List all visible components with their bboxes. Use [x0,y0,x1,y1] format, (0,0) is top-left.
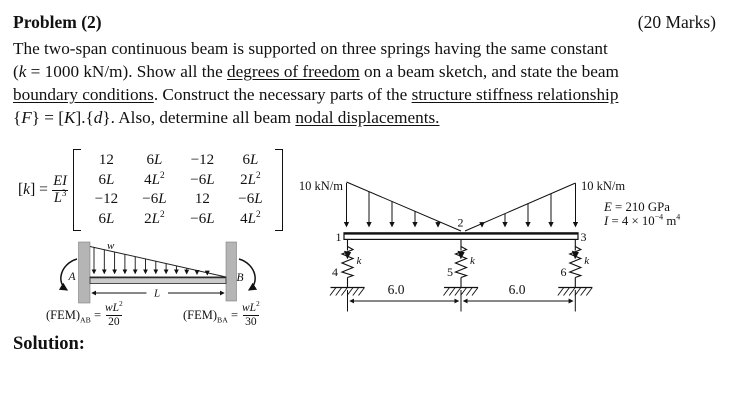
end-a-label: A [68,271,76,283]
matrix-cell: 6L [242,151,259,168]
right-load-value: 10 kN/m [581,179,626,193]
intro-line-4: {F} = [K].{d}. Also, determine all beam nodal displacements. [13,108,440,127]
node-5-label: 5 [447,265,453,279]
moment-of-inertia: $I = 4 \times 10^{-4}$ $m^4$ [604,212,681,228]
matrix-cell: −12 [94,191,119,208]
intro-line-3: boundary conditions. Construct the necessary parts of the structure stiffness relationship [13,85,619,104]
node-1-label: 1 [335,230,342,244]
problem-title: Problem (2) [13,12,102,32]
spring-k-label-middle: k [470,255,475,267]
matrix-cell: 6L [146,151,163,168]
node-2-label: 2 [457,215,464,230]
span-right-length: 6.0 [508,282,526,297]
length-label: L [153,287,161,300]
problem-statement [13,37,619,129]
span-left-length: 6.0 [387,282,405,297]
right-load-arrows [482,183,576,227]
spring-k-label-left: k [356,255,362,267]
ei-over-l3-fraction: $\frac{EI}{L^3}$ [53,173,67,206]
marks-label: (20 Marks) [637,12,716,32]
node-6-label: 6 [560,265,567,279]
fem-ab-formula: $(FEM)_{AB}$ = $\frac{wL^2}{20}$ [46,300,123,328]
matrix-cell: 6L [98,171,115,188]
node-4-label: 4 [332,265,338,279]
intro-line-2: (k = 1000 kN/m). Show all the degrees of freedom on a beam sketch, and state the beam [13,62,619,81]
matrix-cell: 6L [98,211,115,228]
matrix-cell: $4L^2$ [144,170,165,188]
matrix-right-bracket [275,149,283,231]
matrix-cell: 12 [194,191,210,208]
wall-a [79,242,91,303]
element-stiffness-matrix [18,148,283,232]
matrix-cell: 12 [98,151,114,168]
left-load-slant [347,182,462,231]
beam-sketch [293,170,695,320]
matrix-grid [82,150,274,229]
w-load-label: w [107,240,115,252]
left-load-arrows [347,183,439,227]
solution-heading: Solution: [13,334,85,354]
end-b-label: B [236,272,244,284]
intro-line-1: The two-span continuous beam is supported on three springs having the same constant [13,39,608,58]
node-3-label: 3 [580,230,587,244]
elastic-modulus: E = 210 GPa [604,200,670,214]
matrix-cell: $2L^2$ [144,210,165,228]
length-dimension [92,288,224,300]
matrix-cell: $4L^2$ [240,210,261,228]
matrix-cell: $2L^2$ [240,170,261,188]
matrix-cell: −6L [190,211,215,228]
matrix-left-bracket [73,149,81,231]
wall-b [226,242,237,301]
matrix-cell: −6L [238,191,263,208]
left-load-value: 10 kN/m [298,179,343,193]
k-equals-label: [k] = [18,181,48,198]
matrix-cell: −12 [190,151,215,168]
fem-ba-formula: $(FEM)_{BA}$ = $\frac{wL^2}{30}$ [183,300,260,328]
matrix-cell: −6L [190,171,215,188]
matrix-cell: −6L [142,191,167,208]
material-properties [604,201,680,228]
right-load-slant [465,183,576,231]
spring-k-label-right: k [584,255,590,267]
